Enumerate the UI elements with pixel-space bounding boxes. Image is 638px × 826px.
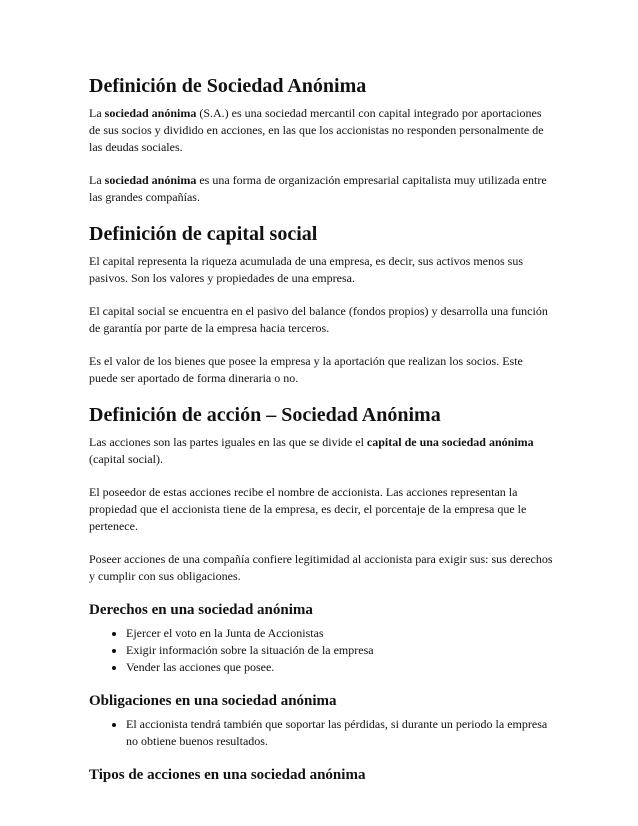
list-item: • Ejercer el voto en la Junta de Accionistas [126, 625, 554, 642]
paragraph-acciones-2: El poseedor de estas acciones recibe el nombre de accionista. Las acciones representan la propiedad que el accionista tiene de la empresa, es decir, el porcentaje de la empresa que le pertenece. [89, 485, 527, 533]
paragraph-capital-1: El capital representa la riqueza acumulada de una empresa, es decir, sus activos menos sus pasivos. Son los valores y propiedades de una empresa. [89, 254, 524, 285]
bold-term: sociedad anónima [104, 173, 197, 187]
text-run: (S.A.) es una sociedad mercantil con capital integrado por aportaciones de sus socios y dividido en acciones, en las que los accionistas no responden personalmente de las deudas sociales. [89, 106, 544, 154]
paragraph-acciones-1 [89, 434, 554, 468]
heading-accion: Definición de acción – Sociedad Anónima [89, 404, 441, 426]
text-run: es una forma de organización empresarial capitalista muy utilizada entre las grandes compañías. [89, 173, 547, 204]
heading-obligaciones: Obligaciones en una sociedad anónima [89, 693, 337, 709]
document-page [89, 74, 554, 790]
text-run: Las acciones son las partes iguales en las que se divide el [89, 435, 367, 449]
list-item: • El accionista tendrá también que soportar las pérdidas, si durante un periodo la empresa no obtiene buenos resultados. [126, 716, 554, 750]
list-item: • Vender las acciones que posee. [126, 659, 554, 676]
list-obligaciones [89, 716, 554, 750]
list-item: • Exigir información sobre la situación de la empresa [126, 642, 554, 659]
paragraph-definicion-sa [89, 105, 554, 156]
paragraph-capital-2: El capital social se encuentra en el pasivo del balance (fondos propios) y desarrolla una función de garantía por parte de la empresa hacia terceros. [89, 304, 548, 335]
heading-sociedad-anonima: Definición de Sociedad Anónima [89, 75, 367, 97]
paragraph-forma-organizacion [89, 172, 554, 206]
bold-term: capital de una sociedad anónima [366, 435, 534, 449]
text-run: La [89, 106, 105, 120]
text-run: La [89, 173, 105, 187]
paragraph-acciones-3: Poseer acciones de una compañía confiere legitimidad al accionista para exigir sus: sus derechos y cumplir con sus obligaciones. [89, 552, 553, 583]
paragraph-capital-3: Es el valor de los bienes que posee la empresa y la aportación que realizan los socios. Este puede ser aportado de forma dineraria o no. [89, 354, 523, 385]
bold-term: sociedad anónima [104, 106, 197, 120]
heading-derechos: Derechos en una sociedad anónima [89, 602, 313, 618]
text-run: (capital social). [89, 452, 163, 466]
heading-capital-social: Definición de capital social [89, 223, 318, 245]
heading-tipos-acciones: Tipos de acciones en una sociedad anónima [89, 767, 366, 783]
list-derechos [89, 625, 554, 676]
